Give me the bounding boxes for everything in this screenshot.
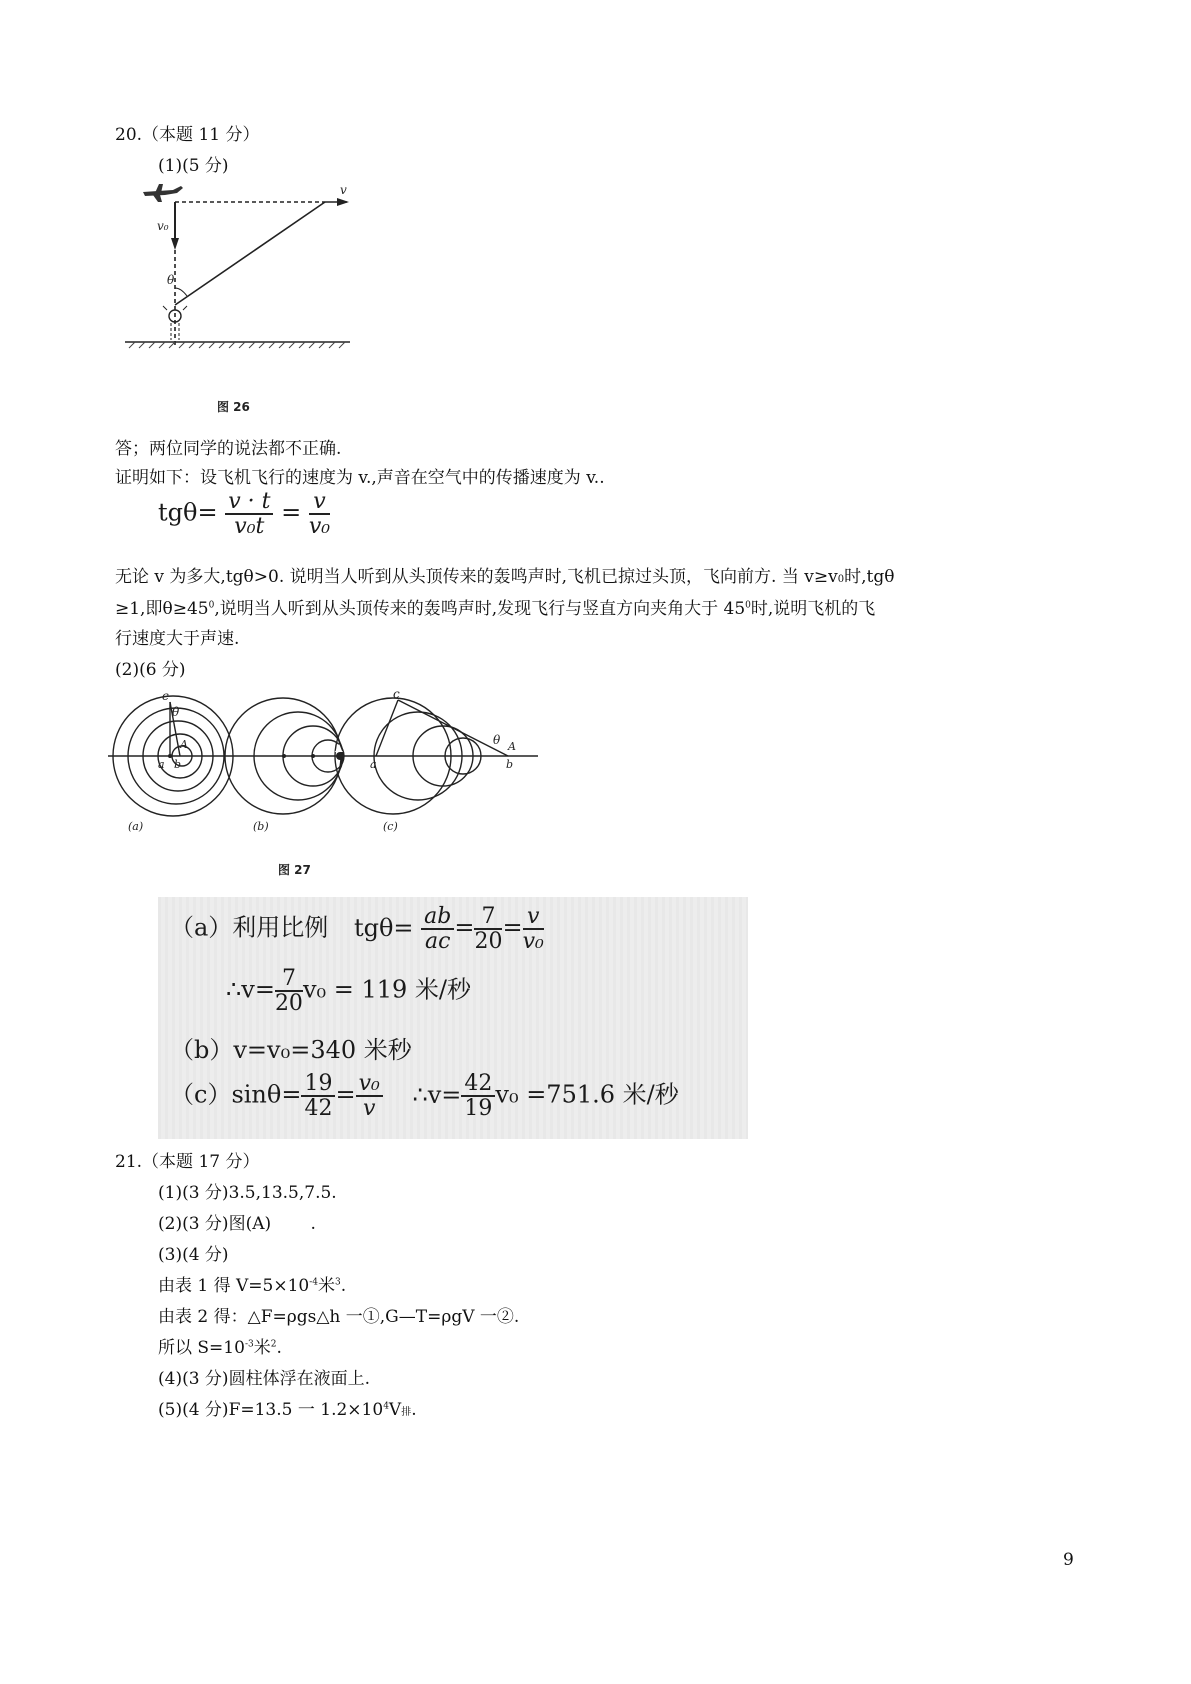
q20-proof-intro: 证明如下：设飞机飞行的速度为 v.,声音在空气中的传播速度为 v.. bbox=[115, 468, 605, 488]
scanned-formula-block bbox=[158, 897, 748, 1139]
q21-l6a: 所以 S=10 bbox=[158, 1338, 245, 1358]
scan-f5-den: 42 bbox=[304, 1096, 333, 1122]
q21-l8-sup: 4 bbox=[383, 1401, 389, 1412]
q21-title: 21.（本题 17 分） bbox=[115, 1152, 260, 1172]
scan-f4-num: 7 bbox=[275, 967, 303, 992]
scan-line2-pre: ∴v= bbox=[226, 975, 275, 1004]
scan-line1-label: （a）利用比例 bbox=[170, 913, 329, 942]
formula-tg-eq: = bbox=[281, 498, 302, 527]
q20-para1 bbox=[115, 562, 894, 587]
fig26-caption: 图 26 bbox=[217, 400, 250, 414]
q20-para2 bbox=[115, 594, 875, 619]
fig26-label-v: v bbox=[340, 183, 347, 197]
q20-para2-tail: ,说明当人听到从头顶传来的轰鸣声时,发现飞行与竖直方向夹角大于 45 bbox=[214, 599, 746, 619]
q21-line6 bbox=[158, 1333, 282, 1358]
q21-line4 bbox=[158, 1271, 346, 1296]
scan-f4-den: 20 bbox=[274, 991, 303, 1017]
scan-frac-7-20 bbox=[474, 905, 502, 953]
scan-f5-num: 19 bbox=[301, 1072, 335, 1097]
q21-line5: 由表 2 得：△F=ρgs△h 一①,G—T=ρgV 一②. bbox=[158, 1307, 520, 1327]
scan-frac-42-19 bbox=[461, 1072, 495, 1120]
fig27-pt-A-b: A bbox=[335, 744, 343, 755]
scan-f1-num: ab bbox=[421, 905, 454, 930]
formula-tg-den2: v₀ bbox=[308, 514, 331, 540]
scan-f3-den: v₀ bbox=[522, 929, 544, 955]
q21-line1: (1)(3 分)3.5,13.5,7.5. bbox=[158, 1183, 337, 1203]
fig27-pt-theta-c: θ bbox=[493, 733, 501, 747]
q21-line3: (3)(4 分) bbox=[158, 1245, 229, 1265]
scan-line-2 bbox=[226, 967, 471, 1015]
fig27-caption: 图 27 bbox=[278, 863, 311, 877]
formula-tg-num2: v bbox=[309, 490, 330, 515]
q21-l8a: (5)(4 分)F=13.5 一 1.2×10 bbox=[158, 1400, 384, 1420]
scan-line2-post: v₀ = 119 米/秒 bbox=[302, 975, 472, 1004]
q20-answer: 答；两位同学的说法都不正确. bbox=[115, 439, 342, 459]
scan-line4-mid: ∴v= bbox=[412, 1080, 462, 1109]
q20-para2-sup2: 0 bbox=[745, 600, 751, 611]
fig27-sub-c: (c) bbox=[383, 820, 398, 833]
q21-line7: (4)(3 分)圆柱体浮在液面上. bbox=[158, 1369, 370, 1389]
q21-l4-sup2: 3 bbox=[335, 1277, 341, 1288]
q20-part1-label: (1)(5 分) bbox=[158, 156, 229, 176]
q21-l6-sup: -3 bbox=[244, 1339, 254, 1350]
q21-l6-sup2: 2 bbox=[270, 1339, 277, 1350]
formula-tg-lhs: tgθ= bbox=[158, 498, 218, 527]
q21-l8b: V bbox=[388, 1400, 402, 1420]
scan-f2-num: 7 bbox=[474, 905, 502, 930]
page-number: 9 bbox=[1063, 1550, 1074, 1570]
q21-line2: (2)(3 分)图(A) . bbox=[158, 1214, 316, 1234]
fig27-pt-a-c: a bbox=[370, 758, 377, 771]
q21-l8-sub: 排 bbox=[401, 1407, 412, 1418]
figure-27 bbox=[108, 688, 548, 878]
fig26-label-v0: v₀ bbox=[157, 219, 169, 233]
fig27-pt-A-c: A bbox=[508, 740, 516, 753]
formula-tg bbox=[158, 490, 330, 538]
fig27-sub-a: (a) bbox=[128, 820, 144, 833]
formula-tg-num1: v · t bbox=[225, 490, 273, 515]
q21-l4b: 米 bbox=[318, 1276, 336, 1296]
formula-tg-frac2 bbox=[309, 490, 330, 538]
scan-f7-num: 42 bbox=[461, 1072, 495, 1097]
figure-26 bbox=[125, 180, 365, 420]
q21-l4a: 由表 1 得 V=5×10 bbox=[158, 1276, 310, 1296]
q21-l8c: . bbox=[411, 1400, 417, 1420]
scan-f6-num: v₀ bbox=[356, 1072, 383, 1097]
fig27-pt-A-a: A bbox=[180, 738, 188, 751]
q21-l6c: . bbox=[276, 1338, 282, 1358]
scan-frac-19-42 bbox=[301, 1072, 335, 1120]
q20-para3: 行速度大于声速. bbox=[115, 629, 240, 649]
q20-title: 20.（本题 11 分） bbox=[115, 125, 260, 145]
formula-tg-den1: v₀t bbox=[234, 514, 265, 540]
fig27-pt-b-a: b bbox=[174, 758, 182, 771]
scan-frac-7-20b bbox=[275, 967, 303, 1015]
scan-line4-label: （c）sinθ= bbox=[170, 1080, 302, 1109]
scan-line-3: （b）v=v₀=340 米秒 bbox=[170, 1036, 412, 1064]
scan-f1-den: ac bbox=[425, 929, 451, 955]
q21-l4-sup: -4 bbox=[309, 1277, 319, 1288]
scan-frac-v0-v bbox=[356, 1072, 383, 1120]
fig27-pt-theta-a: θ bbox=[172, 705, 180, 719]
fig26-label-theta: θ bbox=[167, 273, 175, 287]
q20-part2-label: (2)(6 分) bbox=[115, 660, 186, 680]
fig27-pt-c-c: c bbox=[393, 688, 400, 701]
fig27-pt-c-a: c bbox=[162, 689, 169, 703]
q20-para1-sub: 0 bbox=[837, 574, 845, 585]
q20-para2-sup: 0 bbox=[208, 600, 215, 611]
scan-line1-lhs: tgθ= bbox=[353, 913, 414, 942]
scan-frac-v-v0 bbox=[523, 905, 544, 953]
q20-para1-text: 无论 v 为多大,tgθ>0. 说明当人听到从头顶传来的轰鸣声时,飞机已掠过头顶，飞向前方. 当 v≥v bbox=[115, 567, 838, 587]
q20-para1-tail: 时,tgθ bbox=[844, 567, 895, 587]
fig27-sub-b: (b) bbox=[253, 820, 269, 833]
fig27-pt-a-a: a bbox=[158, 758, 165, 771]
scan-line-1: （a）利用比例 tgθ= $\frac{ab}{ac}$ = $\frac{7}{20}$ = $\frac{v}{\text{v₀}}$ bbox=[170, 904, 544, 955]
q21-line8 bbox=[158, 1395, 417, 1420]
formula-tg-frac1 bbox=[225, 490, 273, 538]
q20-para2-text: ≥1,即θ≥45 bbox=[115, 599, 209, 619]
fig27-pt-b-c: b bbox=[506, 758, 514, 771]
scan-line-4: （c）sinθ= $\frac{19}{42}$ = $\frac{\text{v₀}}{v}$ ∴v= $\frac{42}{19}$ v₀ =751.6 米/秒 bbox=[170, 1071, 679, 1122]
scan-f2-den: 20 bbox=[474, 929, 503, 955]
airplane-icon bbox=[143, 184, 183, 202]
scan-line4-post: v₀ =751.6 米/秒 bbox=[495, 1080, 679, 1109]
q20-para2-end: 时,说明飞机的飞 bbox=[750, 599, 876, 619]
q21-l6b: 米 bbox=[253, 1338, 271, 1358]
scan-f3-num: v bbox=[523, 905, 544, 930]
scan-f7-den: 19 bbox=[464, 1096, 493, 1122]
scan-frac-ab-ac bbox=[421, 905, 454, 953]
q21-l4c: . bbox=[340, 1276, 347, 1296]
scan-f6-den: v bbox=[362, 1096, 376, 1122]
